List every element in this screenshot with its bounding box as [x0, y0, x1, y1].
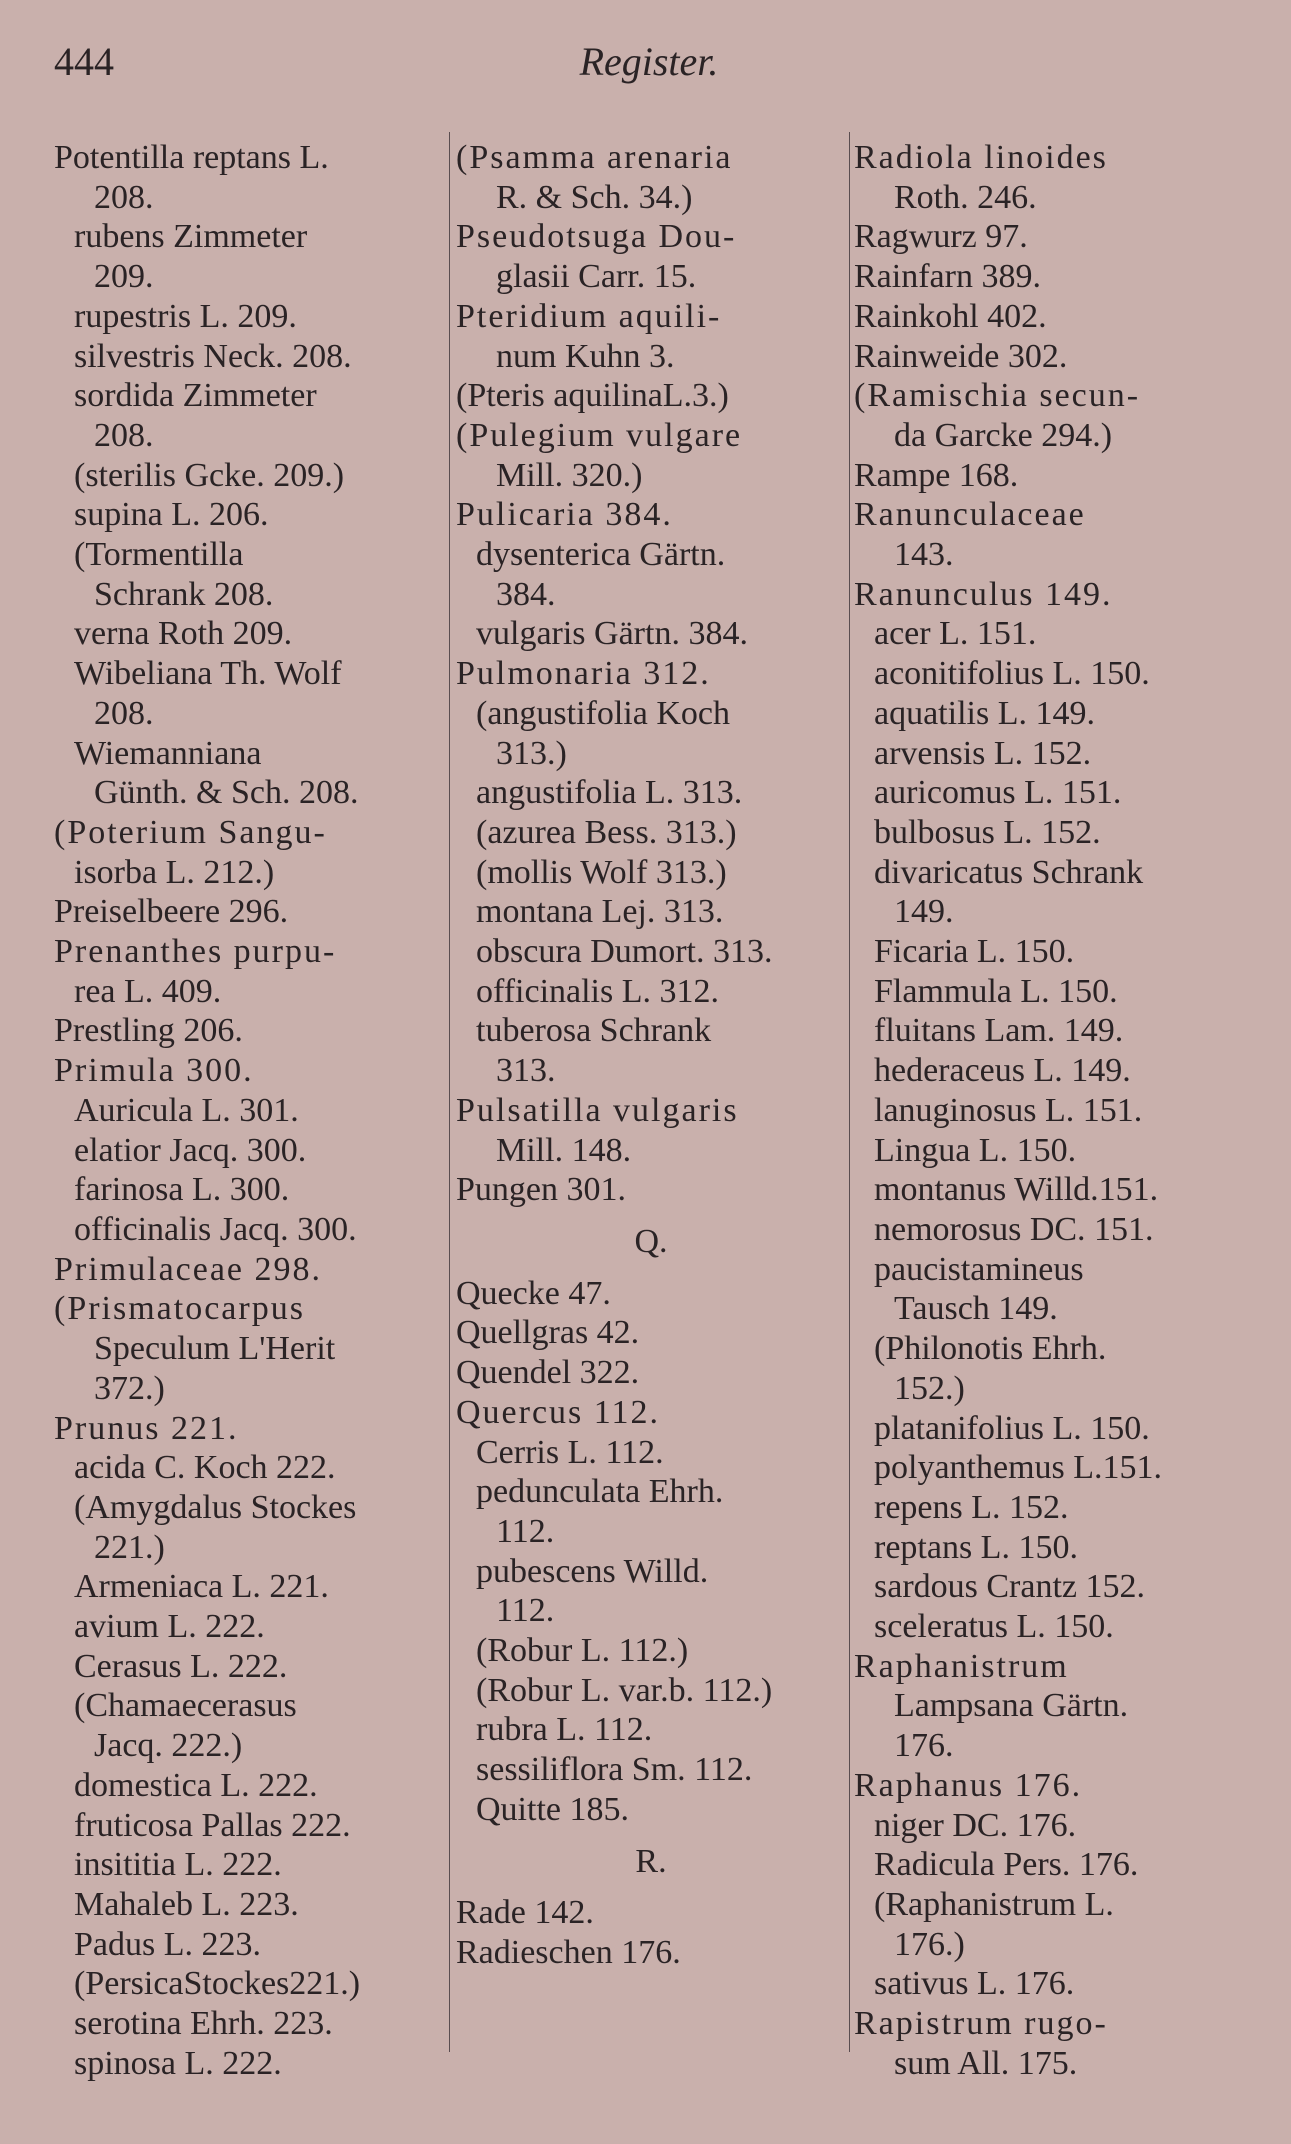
- index-entry: Cerris L. 112.: [476, 1433, 664, 1471]
- index-entry: Prunus 221.: [54, 1409, 239, 1447]
- index-entry: Rainkohl 402.: [854, 297, 1047, 335]
- index-entry: Auricula L. 301.: [74, 1091, 299, 1129]
- index-entry: 221.): [94, 1528, 165, 1566]
- index-entry: acida C. Koch 222.: [74, 1449, 336, 1487]
- index-entry: Raphanistrum: [854, 1647, 1069, 1685]
- index-entry: Mill. 148.: [496, 1131, 632, 1169]
- index-entry: Ranunculus 149.: [854, 575, 1113, 613]
- index-entry: paucistamineus: [874, 1250, 1084, 1288]
- index-entry: isorba L. 212.): [74, 853, 275, 891]
- index-entry: rea L. 409.: [74, 972, 222, 1010]
- index-entry: Lampsana Gärtn.: [894, 1687, 1129, 1725]
- index-entry: sordida Zimmeter: [74, 377, 317, 415]
- index-entry: 313.): [496, 734, 567, 772]
- index-entry: sum All. 175.: [894, 2044, 1078, 2082]
- index-entry: repens L. 152.: [874, 1488, 1069, 1526]
- index-entry: platanifolius L. 150.: [874, 1409, 1150, 1447]
- index-entry: Tausch 149.: [894, 1290, 1058, 1328]
- index-entry: Wibeliana Th. Wolf: [74, 655, 342, 693]
- section-letter: R.: [635, 1842, 667, 1880]
- column-divider: [849, 132, 850, 2052]
- index-entry: vulgaris Gärtn. 384.: [476, 615, 748, 653]
- index-entry: glasii Carr. 15.: [496, 258, 697, 296]
- index-entry: polyanthemus L.151.: [874, 1449, 1163, 1487]
- index-entry: Quendel 322.: [456, 1354, 640, 1392]
- index-entry: aquatilis L. 149.: [874, 694, 1095, 732]
- index-entry: Roth. 246.: [894, 178, 1037, 216]
- index-entry: Flammula L. 150.: [874, 972, 1118, 1010]
- index-entry: Preiselbeere 296.: [54, 893, 289, 931]
- index-column-2: [456, 138, 846, 1973]
- index-entry: Rapistrum rugo-: [854, 2005, 1108, 2043]
- index-entry: montanus Willd.151.: [874, 1171, 1159, 1209]
- index-entry: (Raphanistrum L.: [874, 1885, 1114, 1923]
- index-entry: (Poterium Sangu-: [54, 813, 327, 851]
- index-entry: (Chamaecerasus: [74, 1687, 297, 1725]
- index-entry: Radieschen 176.: [456, 1933, 681, 1971]
- index-entry: pedunculata Ehrh.: [476, 1473, 724, 1511]
- index-entry: acer L. 151.: [874, 615, 1037, 653]
- index-entry: (Robur L. var.b. 112.): [476, 1671, 773, 1709]
- index-entry: 112.: [496, 1512, 555, 1550]
- index-entry: tuberosa Schrank: [476, 1012, 712, 1050]
- index-entry: nemorosus DC. 151.: [874, 1210, 1154, 1248]
- index-entry: spinosa L. 222.: [74, 2044, 282, 2082]
- index-entry: Pulmonaria 312.: [456, 655, 711, 693]
- index-entry: Pteridium aquili-: [456, 297, 722, 335]
- index-entry: Pseudotsuga Dou-: [456, 218, 737, 256]
- index-entry: Potentilla reptans L.: [54, 139, 329, 176]
- index-entry: Quellgras 42.: [456, 1314, 640, 1352]
- index-entry: Ranunculaceae: [854, 496, 1086, 534]
- index-entry: sardous Crantz 152.: [874, 1568, 1146, 1606]
- index-entry: bulbosus L. 152.: [874, 813, 1101, 851]
- index-entry: Günth. & Sch. 208.: [94, 774, 359, 812]
- index-entry: avium L. 222.: [74, 1608, 265, 1646]
- index-entry: Cerasus L. 222.: [74, 1647, 288, 1685]
- index-entry: Raphanus 176.: [854, 1766, 1083, 1804]
- index-entry: Pulsatilla vulgaris: [456, 1091, 739, 1129]
- index-entry: rubens Zimmeter: [74, 218, 308, 256]
- index-entry: reptans L. 150.: [874, 1528, 1078, 1566]
- index-entry: 208.: [94, 694, 154, 732]
- index-entry: Radicula Pers. 176.: [874, 1846, 1139, 1884]
- index-entry: (Pteris aquilinaL.3.): [456, 377, 729, 415]
- index-entry: Rade 142.: [456, 1894, 594, 1932]
- index-entry: 152.): [894, 1369, 965, 1407]
- index-entry: 143.: [894, 536, 954, 574]
- index-entry: insititia L. 222.: [74, 1846, 282, 1884]
- index-column-3: [854, 138, 1254, 2083]
- page-header: [54, 38, 1244, 98]
- index-entry: dysenterica Gärtn.: [476, 536, 726, 574]
- index-entry: (angustifolia Koch: [476, 694, 730, 732]
- index-entry: Radiola linoides: [854, 139, 1108, 176]
- index-entry: Schrank 208.: [94, 575, 274, 613]
- index-entry: 176.: [894, 1727, 954, 1765]
- index-entry: angustifolia L. 313.: [476, 774, 743, 812]
- index-entry: (Ramischia secun-: [854, 377, 1141, 415]
- index-entry: 384.: [496, 575, 556, 613]
- index-entry: officinalis Jacq. 300.: [74, 1210, 357, 1248]
- index-entry: montana Lej. 313.: [476, 893, 724, 931]
- index-entry: (Tormentilla: [74, 536, 244, 574]
- index-entry: Jacq. 222.): [94, 1727, 243, 1765]
- index-entry: pubescens Willd.: [476, 1552, 709, 1590]
- index-entry: 313.: [496, 1052, 556, 1090]
- index-entry: sceleratus L. 150.: [874, 1608, 1114, 1646]
- page-number: 444: [54, 39, 114, 84]
- index-entry: verna Roth 209.: [74, 615, 293, 653]
- index-entry: Pulicaria 384.: [456, 496, 673, 534]
- running-title: Register.: [579, 39, 719, 84]
- index-entry: elatior Jacq. 300.: [74, 1131, 307, 1169]
- index-entry: (sterilis Gcke. 209.): [74, 456, 345, 494]
- index-entry: 208.: [94, 178, 154, 216]
- index-entry: Ficaria L. 150.: [874, 933, 1075, 971]
- index-entry: (Philonotis Ehrh.: [874, 1330, 1107, 1368]
- index-entry: Mill. 320.): [496, 456, 643, 494]
- index-entry: Pungen 301.: [456, 1171, 626, 1209]
- index-entry: rupestris L. 209.: [74, 297, 297, 335]
- index-entry: arvensis L. 152.: [874, 734, 1092, 772]
- index-entry: domestica L. 222.: [74, 1766, 318, 1804]
- index-entry: Quercus 112.: [456, 1393, 661, 1431]
- index-entry: num Kuhn 3.: [496, 337, 675, 375]
- index-entry: (Pulegium vulgare: [456, 416, 743, 454]
- index-entry: Quecke 47.: [456, 1274, 611, 1312]
- index-entry: rubra L. 112.: [476, 1711, 653, 1749]
- index-entry: auricomus L. 151.: [874, 774, 1122, 812]
- section-letter: Q.: [634, 1222, 668, 1260]
- index-entry: 176.): [894, 1925, 965, 1963]
- index-entry: aconitifolius L. 150.: [874, 655, 1150, 693]
- index-entry: officinalis L. 312.: [476, 972, 719, 1010]
- index-entry: Primula 300.: [54, 1052, 254, 1090]
- index-entry: 149.: [894, 893, 954, 931]
- index-entry: Armeniaca L. 221.: [74, 1568, 329, 1606]
- index-entry: Speculum L'Herit: [94, 1330, 336, 1368]
- index-entry: Rainfarn 389.: [854, 258, 1041, 296]
- index-entry: Lingua L. 150.: [874, 1131, 1077, 1169]
- index-entry: (Prismatocarpus: [54, 1290, 305, 1328]
- index-entry: Quitte 185.: [476, 1790, 629, 1828]
- index-entry: hederaceus L. 149.: [874, 1052, 1131, 1090]
- index-entry: 112.: [496, 1592, 555, 1630]
- index-entry: 372.): [94, 1369, 165, 1407]
- index-entry: 208.: [94, 416, 154, 454]
- index-entry: Prenanthes purpu-: [54, 933, 337, 971]
- index-entry: lanuginosus L. 151.: [874, 1091, 1143, 1129]
- index-entry: (PersicaStockes221.): [74, 1965, 361, 2003]
- index-entry: niger DC. 176.: [874, 1806, 1077, 1844]
- index-entry: Padus L. 223.: [74, 1925, 261, 1963]
- index-entry: fluitans Lam. 149.: [874, 1012, 1124, 1050]
- index-entry: fruticosa Pallas 222.: [74, 1806, 351, 1844]
- column-divider: [449, 132, 450, 2052]
- index-entry: serotina Ehrh. 223.: [74, 2005, 333, 2043]
- index-entry: Rainweide 302.: [854, 337, 1068, 375]
- index-entry: (mollis Wolf 313.): [476, 853, 727, 891]
- index-entry: (azurea Bess. 313.): [476, 813, 737, 851]
- index-entry: Wiemanniana: [74, 734, 262, 772]
- index-entry: sessiliflora Sm. 112.: [476, 1751, 753, 1789]
- index-entry: farinosa L. 300.: [74, 1171, 290, 1209]
- index-entry: sativus L. 176.: [874, 1965, 1075, 2003]
- index-column-1: [54, 138, 444, 2083]
- index-entry: 209.: [94, 258, 154, 296]
- index-entry: Rampe 168.: [854, 456, 1019, 494]
- index-entry: R. & Sch. 34.): [496, 178, 693, 216]
- index-entry: da Garcke 294.): [894, 416, 1113, 454]
- index-entry: Prestling 206.: [54, 1012, 243, 1050]
- index-entry: divaricatus Schrank: [874, 853, 1144, 891]
- index-entry: Primulaceae 298.: [54, 1250, 323, 1288]
- index-entry: supina L. 206.: [74, 496, 269, 534]
- index-entry: obscura Dumort. 313.: [476, 933, 773, 971]
- index-entry: (Amygdalus Stockes: [74, 1488, 357, 1526]
- index-entry: (Robur L. 112.): [476, 1632, 689, 1670]
- index-entry: (Psamma arenaria: [456, 139, 733, 176]
- index-entry: silvestris Neck. 208.: [74, 337, 352, 375]
- index-entry: Mahaleb L. 223.: [74, 1885, 299, 1923]
- index-entry: Ragwurz 97.: [854, 218, 1028, 256]
